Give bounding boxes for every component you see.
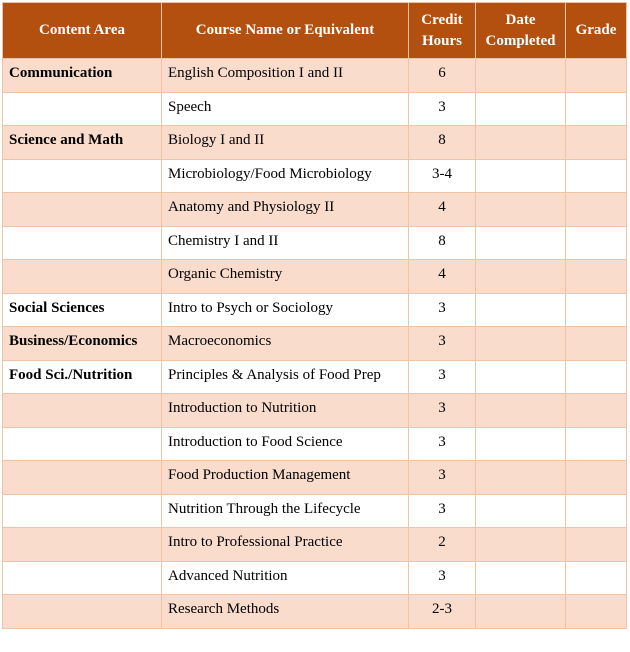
table-row (3, 461, 627, 495)
credit-hours-cell: 4 (409, 260, 476, 294)
date-completed-cell[interactable] (476, 260, 566, 294)
course-name-cell: Chemistry I and II (162, 226, 409, 260)
grade-cell[interactable] (566, 92, 627, 126)
course-name-cell: Biology I and II (162, 126, 409, 160)
grade-cell[interactable] (566, 126, 627, 160)
date-completed-cell[interactable] (476, 360, 566, 394)
grade-cell[interactable] (566, 494, 627, 528)
table-row (3, 126, 627, 160)
table-row (3, 92, 627, 126)
course-name-cell: Research Methods (162, 595, 409, 629)
course-name-cell: Anatomy and Physiology II (162, 193, 409, 227)
table-row (3, 427, 627, 461)
grade-cell[interactable] (566, 360, 627, 394)
content-area-cell (3, 226, 162, 260)
credit-hours-cell: 2-3 (409, 595, 476, 629)
course-name-cell: Intro to Psych or Sociology (162, 293, 409, 327)
content-area-cell: Food Sci./Nutrition (3, 360, 162, 394)
grade-cell[interactable] (566, 427, 627, 461)
credit-hours-cell: 3 (409, 293, 476, 327)
table-row (3, 360, 627, 394)
grade-cell[interactable] (566, 226, 627, 260)
content-area-cell (3, 260, 162, 294)
content-area-cell: Science and Math (3, 126, 162, 160)
credit-hours-cell: 3 (409, 461, 476, 495)
grade-cell[interactable] (566, 394, 627, 428)
grade-cell[interactable] (566, 193, 627, 227)
credit-hours-cell: 3 (409, 360, 476, 394)
grade-cell[interactable] (566, 461, 627, 495)
grade-cell[interactable] (566, 293, 627, 327)
table-row (3, 226, 627, 260)
date-completed-cell[interactable] (476, 394, 566, 428)
date-completed-cell[interactable] (476, 528, 566, 562)
date-completed-cell[interactable] (476, 293, 566, 327)
table-row (3, 528, 627, 562)
credit-hours-cell: 3 (409, 92, 476, 126)
date-completed-cell[interactable] (476, 59, 566, 93)
content-area-cell (3, 528, 162, 562)
content-area-cell (3, 494, 162, 528)
credit-hours-cell: 3 (409, 394, 476, 428)
content-area-cell: Business/Economics (3, 327, 162, 361)
credit-hours-cell: 3 (409, 494, 476, 528)
credit-hours-cell: 2 (409, 528, 476, 562)
content-area-cell (3, 595, 162, 629)
header-credit-hours-line1: Credit (421, 11, 463, 28)
grade-cell[interactable] (566, 59, 627, 93)
table-row (3, 561, 627, 595)
credit-hours-cell: 3-4 (409, 159, 476, 193)
grade-cell[interactable] (566, 561, 627, 595)
content-area-cell: Communication (3, 59, 162, 93)
credit-hours-cell: 6 (409, 59, 476, 93)
date-completed-cell[interactable] (476, 427, 566, 461)
course-name-cell: Principles & Analysis of Food Prep (162, 360, 409, 394)
date-completed-cell[interactable] (476, 461, 566, 495)
header-content-area: Content Area (3, 3, 162, 59)
date-completed-cell[interactable] (476, 327, 566, 361)
header-grade: Grade (566, 3, 627, 59)
date-completed-cell[interactable] (476, 226, 566, 260)
content-area-cell (3, 92, 162, 126)
table-row (3, 59, 627, 93)
credit-hours-cell: 3 (409, 427, 476, 461)
date-completed-cell[interactable] (476, 561, 566, 595)
content-area-cell (3, 427, 162, 461)
content-area-cell (3, 193, 162, 227)
grade-cell[interactable] (566, 595, 627, 629)
course-name-cell: Introduction to Nutrition (162, 394, 409, 428)
course-name-cell: Advanced Nutrition (162, 561, 409, 595)
grade-cell[interactable] (566, 260, 627, 294)
course-name-cell: Organic Chemistry (162, 260, 409, 294)
table-row (3, 494, 627, 528)
course-name-cell: Intro to Professional Practice (162, 528, 409, 562)
content-area-cell: Social Sciences (3, 293, 162, 327)
table-row (3, 293, 627, 327)
table-row (3, 193, 627, 227)
date-completed-cell[interactable] (476, 595, 566, 629)
content-area-cell (3, 561, 162, 595)
header-course-name: Course Name or Equivalent (162, 3, 409, 59)
course-name-cell: Macroeconomics (162, 327, 409, 361)
course-name-cell: Introduction to Food Science (162, 427, 409, 461)
course-name-cell: Food Production Management (162, 461, 409, 495)
date-completed-cell[interactable] (476, 92, 566, 126)
date-completed-cell[interactable] (476, 159, 566, 193)
header-date-completed-line2: Completed (485, 32, 556, 49)
header-row (3, 3, 627, 59)
grade-cell[interactable] (566, 528, 627, 562)
credit-hours-cell: 8 (409, 126, 476, 160)
content-area-cell (3, 394, 162, 428)
course-name-cell: Speech (162, 92, 409, 126)
course-name-cell: English Composition I and II (162, 59, 409, 93)
course-name-cell: Microbiology/Food Microbiology (162, 159, 409, 193)
header-credit-hours (409, 3, 476, 59)
content-area-cell (3, 461, 162, 495)
header-date-completed (476, 3, 566, 59)
header-credit-hours-line2: Hours (421, 32, 462, 49)
grade-cell[interactable] (566, 159, 627, 193)
date-completed-cell[interactable] (476, 193, 566, 227)
course-name-cell: Nutrition Through the Lifecycle (162, 494, 409, 528)
content-area-cell (3, 159, 162, 193)
date-completed-cell[interactable] (476, 126, 566, 160)
date-completed-cell[interactable] (476, 494, 566, 528)
table-row (3, 327, 627, 361)
credit-hours-cell: 3 (409, 561, 476, 595)
table-row (3, 260, 627, 294)
course-requirements-table (2, 2, 627, 629)
table-row (3, 595, 627, 629)
table-row (3, 394, 627, 428)
credit-hours-cell: 4 (409, 193, 476, 227)
table-row (3, 159, 627, 193)
header-date-completed-line1: Date (505, 11, 536, 28)
credit-hours-cell: 3 (409, 327, 476, 361)
credit-hours-cell: 8 (409, 226, 476, 260)
grade-cell[interactable] (566, 327, 627, 361)
